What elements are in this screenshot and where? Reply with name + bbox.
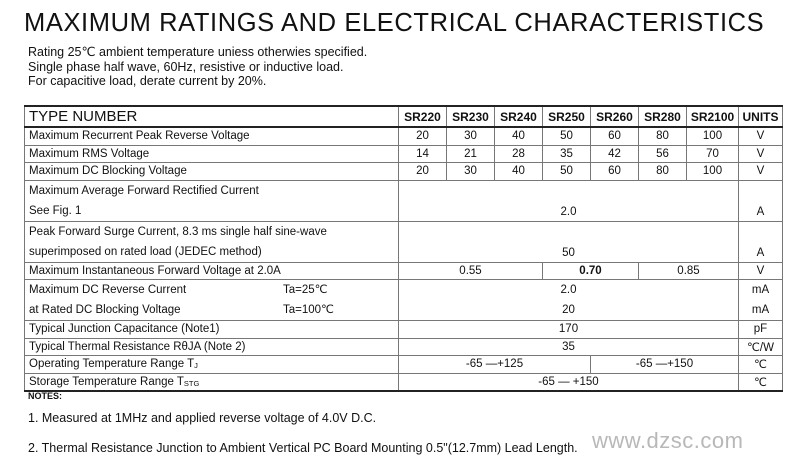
param-label	[25, 356, 399, 374]
param-label	[25, 280, 399, 321]
subscript: STG	[183, 378, 200, 388]
value-cell: 0.70	[543, 262, 639, 280]
param-label: Maximum RMS Voltage	[25, 145, 399, 163]
intro-line: Single phase half wave, 60Hz, resistive or inductive load.	[28, 59, 344, 74]
value-cell: 40	[495, 163, 543, 181]
unit-cell: V	[739, 163, 783, 181]
value-cell: 0.55	[399, 262, 543, 280]
param-label-text: Storage Temperature Range T	[29, 375, 184, 388]
watermark: www.dzsc.com	[592, 428, 744, 453]
note-1: 1. Measured at 1MHz and applied reverse voltage of 4.0V D.C.	[28, 411, 377, 425]
value-cell: -65 —+125	[399, 356, 591, 374]
table-row	[25, 338, 783, 356]
value-cell: 20	[399, 127, 447, 145]
table-row	[25, 127, 783, 145]
unit-cell	[739, 280, 783, 321]
value-cell: 100	[687, 127, 739, 145]
unit-cell: V	[739, 127, 783, 145]
value-cell: 28	[495, 145, 543, 163]
unit-cell: pF	[739, 321, 783, 339]
value-cell: -65 —+150	[591, 356, 739, 374]
table-row	[25, 373, 783, 391]
value-cell: -65 — +150	[399, 373, 739, 391]
value-cell: 170	[399, 321, 739, 339]
unit-cell: ℃/W	[739, 338, 783, 356]
table-row	[25, 180, 783, 221]
unit-cell: V	[739, 262, 783, 280]
part-header: SR240	[495, 106, 543, 127]
part-header: SR280	[639, 106, 687, 127]
part-header: SR230	[447, 106, 495, 127]
value-cell: 14	[399, 145, 447, 163]
value-cell: 0.85	[639, 262, 739, 280]
value-cell: 100	[687, 163, 739, 181]
value-cell: 20	[399, 163, 447, 181]
page-title: MAXIMUM RATINGS AND ELECTRICAL CHARACTERISTICS	[24, 9, 765, 37]
param-label: Maximum Recurrent Peak Reverse Voltage	[25, 127, 399, 145]
param-label-text: Operating Temperature Range T	[29, 358, 195, 371]
value-line: 20	[562, 304, 575, 316]
param-label	[25, 221, 399, 262]
param-label: Maximum DC Blocking Voltage	[25, 163, 399, 181]
value-cell: 80	[639, 127, 687, 145]
value-cell	[399, 280, 739, 321]
unit-cell: A	[739, 180, 783, 221]
value-cell: 50	[543, 127, 591, 145]
part-header: SR220	[399, 106, 447, 127]
table-row	[25, 145, 783, 163]
unit-line: mA	[751, 284, 770, 296]
value-cell: 30	[447, 127, 495, 145]
unit-line: mA	[751, 304, 770, 316]
value-cell: 21	[447, 145, 495, 163]
param-label: Typical Junction Capacitance (Note1)	[25, 321, 399, 339]
param-label: Maximum Instantaneous Forward Voltage at 2.0A	[25, 262, 399, 280]
value-cell: 80	[639, 163, 687, 181]
param-label-line	[29, 300, 396, 320]
value-cell: 35	[543, 145, 591, 163]
part-header: SR260	[591, 106, 639, 127]
table-row	[25, 262, 783, 280]
table-row	[25, 163, 783, 181]
part-header: SR250	[543, 106, 591, 127]
intro-line: Rating 25℃ ambient temperature uniess otherwies specified.	[28, 45, 368, 59]
table-row	[25, 321, 783, 339]
value-cell: 40	[495, 127, 543, 145]
param-label-text: Maximum DC Reverse Current	[29, 284, 187, 296]
value-cell: 60	[591, 127, 639, 145]
value-line: 2.0	[560, 284, 577, 296]
intro-text	[28, 45, 367, 89]
unit-cell: ℃	[739, 373, 783, 391]
units-header: UNITS	[739, 106, 783, 127]
subscript: J	[194, 361, 198, 371]
param-label-line: See Fig. 1	[29, 204, 82, 217]
ratings-table	[24, 105, 783, 392]
unit-cell: ℃	[739, 356, 783, 374]
value-cell: 60	[591, 163, 639, 181]
param-label-line: superimposed on rated load (JEDEC method)	[29, 245, 262, 258]
param-label: Typical Thermal Resistance RθJA (Note 2)	[25, 338, 399, 356]
condition-text: Ta=100℃	[283, 304, 334, 316]
value-cell: 42	[591, 145, 639, 163]
value-cell: 70	[687, 145, 739, 163]
value-cell: 35	[399, 338, 739, 356]
part-header: SR2100	[687, 106, 739, 127]
notes-title: NOTES:	[28, 391, 63, 401]
param-label-line: Peak Forward Surge Current, 8.3 ms single half sine-wave	[29, 225, 327, 238]
table-header-row	[25, 106, 783, 127]
table-row	[25, 280, 783, 321]
table-row	[25, 356, 783, 374]
value-cell: 56	[639, 145, 687, 163]
value-cell: 2.0	[399, 180, 739, 221]
note-2: 2. Thermal Resistance Junction to Ambient Vertical PC Board Mounting 0.5"(12.7mm) Lead Length.	[28, 441, 578, 455]
value-cell: 50	[399, 221, 739, 262]
value-cell: 50	[543, 163, 591, 181]
intro-line: For capacitive load, derate current by 20%.	[28, 74, 267, 88]
unit-cell: A	[739, 221, 783, 262]
condition-text: Ta=25℃	[283, 284, 328, 296]
param-label	[25, 180, 399, 221]
type-number-header: TYPE NUMBER	[25, 106, 399, 127]
param-label-text: at Rated DC Blocking Voltage	[29, 304, 181, 316]
table-row	[25, 221, 783, 262]
param-label-line: Maximum Average Forward Rectified Current	[29, 184, 259, 197]
value-cell: 30	[447, 163, 495, 181]
unit-cell: V	[739, 145, 783, 163]
param-label-line	[29, 280, 396, 300]
param-label	[25, 373, 399, 391]
